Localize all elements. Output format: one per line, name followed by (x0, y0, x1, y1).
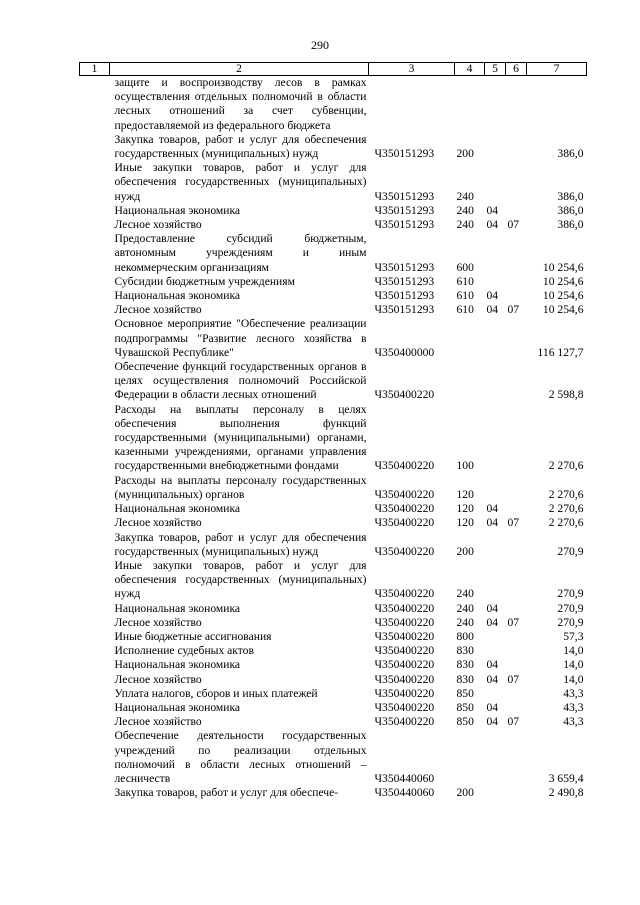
row-amount: 2 270,6 (548, 459, 584, 473)
row-name: Закупка товаров, работ и услуг для обеспече- (114, 786, 339, 800)
row-amount: 43,3 (563, 686, 584, 700)
column-number-header (80, 63, 587, 76)
row-section: 04 (486, 658, 499, 672)
row-target-code: Ч350400220 (374, 700, 435, 714)
row-section (485, 403, 506, 474)
row-target-code (369, 76, 455, 133)
table-row (80, 76, 587, 133)
row-name: Лесное хозяйство (114, 672, 202, 686)
row-target-code: Ч350400220 (374, 686, 435, 700)
row-target-code: Ч350400220 (374, 544, 435, 558)
table-row (80, 673, 587, 687)
row-amount: 270,9 (557, 587, 584, 601)
row-target-code: Ч350400220 (374, 516, 435, 530)
row-expense-type: 850 (456, 686, 474, 700)
row-subsection (506, 317, 527, 360)
table-row (80, 687, 587, 701)
page-number: 290 (311, 38, 329, 52)
row-expense-type (455, 317, 485, 360)
row-subsection (506, 531, 527, 559)
row-name: Иные закупки товаров, работ и услуг для обеспечения государственных (муниципальных) нужд (114, 558, 367, 601)
row-name: Обеспечение деятельности государственных учреждений по реализации отдельных полномочий в области лесных отношений – лесничеств (114, 729, 367, 785)
row-target-code: Ч350151293 (374, 303, 435, 317)
row-expense-type (455, 76, 485, 133)
header-col-2: 2 (110, 63, 369, 76)
row-name: Лесное хозяйство (114, 516, 202, 530)
row-target-code: Ч350151293 (374, 147, 435, 161)
table-row (80, 644, 587, 658)
row-expense-type: 610 (456, 303, 474, 317)
row-section (485, 161, 506, 204)
row-subsection (506, 474, 527, 502)
row-subsection (506, 502, 527, 516)
table-row (80, 303, 587, 317)
table-row (80, 133, 587, 161)
row-section: 04 (486, 516, 499, 530)
row-section (485, 630, 506, 644)
row-target-code: Ч350151293 (374, 274, 435, 288)
row-expense-type: 240 (456, 615, 474, 629)
row-subsection: 07 (507, 672, 520, 686)
table-row (80, 729, 587, 786)
row-target-code: Ч350400220 (374, 587, 435, 601)
row-amount: 10 254,6 (542, 274, 584, 288)
row-amount: 10 254,6 (542, 289, 584, 303)
row-name: Национальная экономика (114, 658, 241, 672)
row-section (485, 76, 506, 133)
header-col-6: 6 (506, 63, 527, 76)
row-expense-type: 200 (456, 147, 474, 161)
row-target-code: Ч350440060 (374, 771, 435, 785)
row-target-code: Ч350400220 (374, 658, 435, 672)
row-target-code: Ч350400220 (374, 388, 435, 402)
row-target-code: Ч350400220 (374, 459, 435, 473)
row-name: Лесное хозяйство (114, 615, 202, 629)
header-col-5: 5 (485, 63, 506, 76)
row-section: 04 (486, 502, 499, 516)
row-section (485, 360, 506, 403)
table-row (80, 403, 587, 474)
row-section (485, 729, 506, 786)
row-target-code: Ч350400220 (374, 629, 435, 643)
row-section: 04 (486, 601, 499, 615)
row-target-code: Ч350151293 (374, 189, 435, 203)
row-amount: 14,0 (563, 672, 584, 686)
row-section (485, 275, 506, 289)
row-expense-type: 830 (456, 658, 474, 672)
row-subsection (506, 133, 527, 161)
row-target-code: Ч350400220 (374, 487, 435, 501)
table-row (80, 531, 587, 559)
table-row (80, 275, 587, 289)
row-section (485, 644, 506, 658)
table-row (80, 161, 587, 204)
budget-table (79, 62, 587, 800)
table-row (80, 502, 587, 516)
row-subsection (506, 658, 527, 672)
row-subsection (506, 289, 527, 303)
row-section: 04 (486, 303, 499, 317)
row-section: 04 (486, 700, 499, 714)
row-subsection: 07 (507, 303, 520, 317)
row-subsection (506, 602, 527, 616)
row-subsection (506, 360, 527, 403)
row-expense-type: 800 (456, 629, 474, 643)
row-expense-type: 120 (456, 487, 474, 501)
row-target-code: Ч350440060 (374, 786, 435, 800)
row-expense-type: 240 (456, 189, 474, 203)
table-row (80, 715, 587, 729)
row-subsection (506, 76, 527, 133)
row-name: Предоставление субсидий бюджетным, автономным учреждениям и иным некоммерческим организациям (114, 232, 367, 274)
row-subsection: 07 (507, 516, 520, 530)
table-row (80, 474, 587, 502)
row-section (485, 232, 506, 275)
row-name: Иные закупки товаров, работ и услуг для обеспечения государственных (муниципальных) нужд (114, 161, 367, 203)
row-name: Основное мероприятие "Обеспечение реализации подпрограммы "Развитие лесного хозяйства в Чувашской Республике" (114, 317, 367, 359)
table-row (80, 616, 587, 630)
row-name: Субсидии бюджетным учреждениям (114, 274, 295, 288)
row-amount: 386,0 (557, 189, 584, 203)
table-row (80, 602, 587, 616)
table-row (80, 232, 587, 275)
row-expense-type: 850 (456, 715, 474, 729)
row-expense-type: 200 (456, 544, 474, 558)
row-amount: 270,9 (557, 615, 584, 629)
row-section (485, 531, 506, 559)
row-section (485, 317, 506, 360)
row-subsection (506, 644, 527, 658)
row-section: 04 (486, 203, 499, 217)
row-expense-type: 610 (456, 289, 474, 303)
header-col-3: 3 (369, 63, 455, 76)
row-name: Иные бюджетные ассигнования (114, 629, 272, 643)
row-expense-type: 200 (456, 786, 474, 800)
row-expense-type (455, 360, 485, 403)
row-amount: 386,0 (557, 203, 584, 217)
row-target-code: Ч350400220 (374, 615, 435, 629)
row-amount: 270,9 (557, 544, 584, 558)
row-section: 04 (486, 672, 499, 686)
row-expense-type: 830 (456, 644, 474, 658)
table-row (80, 204, 587, 218)
row-section (485, 133, 506, 161)
row-expense-type (455, 729, 485, 786)
row-name: Уплата налогов, сборов и иных платежей (114, 686, 318, 700)
table-row (80, 360, 587, 403)
row-amount: 2 270,6 (548, 487, 584, 501)
table-row (80, 289, 587, 303)
table-row (80, 658, 587, 672)
row-amount: 2 270,6 (548, 516, 584, 530)
row-subsection (506, 687, 527, 701)
row-amount: 14,0 (563, 658, 584, 672)
row-target-code: Ч350400000 (374, 345, 435, 359)
row-name: Лесное хозяйство (114, 715, 202, 729)
row-expense-type: 850 (456, 700, 474, 714)
row-target-code: Ч350151293 (374, 203, 435, 217)
table-row (80, 559, 587, 602)
row-target-code: Ч350151293 (374, 289, 435, 303)
row-section: 04 (486, 615, 499, 629)
row-amount: 43,3 (563, 700, 584, 714)
row-target-code: Ч350400220 (374, 502, 435, 516)
row-name: Закупка товаров, работ и услуг для обеспечения государственных (муниципальных) нужд (114, 132, 367, 161)
row-name: Закупка товаров, работ и услуг для обеспечения государственных (муниципальных) нужд (114, 530, 367, 558)
row-expense-type: 120 (456, 502, 474, 516)
row-amount: 2 598,8 (548, 388, 584, 402)
row-name: Национальная экономика (114, 601, 241, 615)
row-section (485, 474, 506, 502)
row-target-code: Ч350400220 (374, 715, 435, 729)
row-subsection (506, 403, 527, 474)
table-row (80, 786, 587, 800)
row-section: 04 (486, 289, 499, 303)
table-row (80, 218, 587, 232)
row-section (485, 786, 506, 800)
row-subsection: 07 (507, 615, 520, 629)
header-col-4: 4 (455, 63, 485, 76)
table-row (80, 701, 587, 715)
table-row (80, 516, 587, 530)
row-amount: 10 254,6 (542, 260, 584, 274)
row-expense-type: 100 (456, 459, 474, 473)
row-expense-type: 600 (456, 260, 474, 274)
row-target-code: Ч350400220 (374, 672, 435, 686)
header-col-7: 7 (527, 63, 587, 76)
row-section: 04 (486, 218, 499, 232)
row-name: Национальная экономика (114, 289, 241, 303)
row-section: 04 (486, 715, 499, 729)
row-amount: 386,0 (557, 147, 584, 161)
row-name: Национальная экономика (114, 700, 241, 714)
row-expense-type: 240 (456, 601, 474, 615)
row-name: Лесное хозяйство (114, 218, 202, 232)
row-subsection (506, 232, 527, 275)
row-expense-type: 830 (456, 672, 474, 686)
row-subsection: 07 (507, 218, 520, 232)
row-name: Обеспечение функций государственных органов в целях осуществления полномочий Российской Федерации в области лесных отношений (114, 360, 367, 402)
row-name: Национальная экономика (114, 203, 241, 217)
row-name: Лесное хозяйство (114, 303, 202, 317)
row-name: Национальная экономика (114, 502, 241, 516)
row-amount: 2 490,8 (548, 786, 584, 800)
row-name: Расходы на выплаты персоналу государственных (муниципальных) органов (114, 473, 367, 501)
row-subsection (506, 161, 527, 204)
row-amount: 57,3 (563, 629, 584, 643)
row-amount: 386,0 (557, 218, 584, 232)
row-subsection (506, 630, 527, 644)
row-subsection (506, 275, 527, 289)
row-subsection (506, 204, 527, 218)
row-amount: 3 659,4 (548, 771, 584, 785)
row-section (485, 559, 506, 602)
row-target-code: Ч350151293 (374, 260, 435, 274)
row-expense-type: 610 (456, 274, 474, 288)
table-row (80, 630, 587, 644)
row-amount: 270,9 (557, 601, 584, 615)
row-amount: 2 270,6 (548, 502, 584, 516)
row-subsection (506, 729, 527, 786)
header-col-1: 1 (80, 63, 110, 76)
row-amount: 116 127,7 (537, 345, 584, 359)
table-row (80, 317, 587, 360)
row-target-code: Ч350400220 (374, 644, 435, 658)
row-expense-type: 120 (456, 516, 474, 530)
row-section (485, 687, 506, 701)
row-subsection (506, 559, 527, 602)
row-expense-type: 240 (456, 203, 474, 217)
row-amount (527, 76, 587, 133)
row-name: Расходы на выплаты персоналу в целях обеспечения выполнения функций государственными (муниципальными) органами, казенными учреждениями, органами управления государственными внебюджетными фондами (114, 402, 367, 473)
row-subsection (506, 701, 527, 715)
row-amount: 14,0 (563, 644, 584, 658)
row-subsection: 07 (507, 715, 520, 729)
row-subsection (506, 786, 527, 800)
row-target-code: Ч350400220 (374, 601, 435, 615)
row-target-code: Ч350151293 (374, 218, 435, 232)
row-expense-type: 240 (456, 218, 474, 232)
row-expense-type: 240 (456, 587, 474, 601)
row-amount: 10 254,6 (542, 303, 584, 317)
row-amount: 43,3 (563, 715, 584, 729)
row-name: защите и воспроизводству лесов в рамках осуществления отдельных полномочий в области лесных отношений за счет субвенции, предоставляемой из федерального бюджета (114, 76, 367, 132)
row-name: Исполнение судебных актов (114, 644, 254, 658)
